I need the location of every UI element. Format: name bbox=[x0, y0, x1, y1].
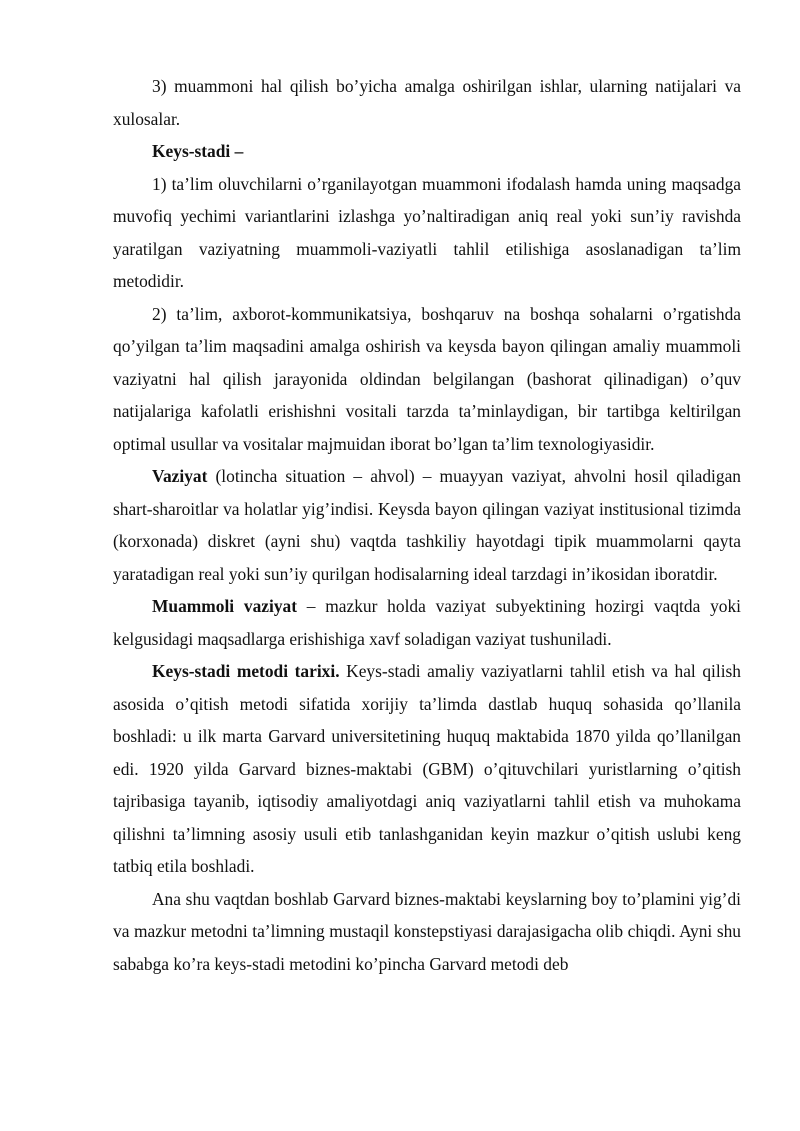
term-muammoli-vaziyat: Muammoli vaziyat bbox=[152, 596, 298, 616]
term-history: Keys-stadi metodi tarixi. bbox=[152, 661, 340, 681]
paragraph-muammoli-vaziyat bbox=[113, 590, 741, 655]
paragraph-text: (lotincha situation – ahvol) – muayyan vaziyat, ahvolni hosil qiladigan shart-sharoitlar va holatlar yig’indisi. Keysda bayon qilingan vaziyat institusional tizimda (korxonada) diskret (ayni shu) vaqtda tashkiliy hayotdagi tipik muammolarni qayta yaratadigan real yoki sun’iy qurilgan hodisalarning ideal tarzdagi in’ikosidan iboratdir. bbox=[113, 466, 741, 584]
paragraph-garvard bbox=[113, 883, 741, 981]
paragraph-results bbox=[113, 70, 741, 135]
paragraph-text: 3) muammoni hal qilish bo’yicha amalga oshirilgan ishlar, ularning natijalari va xulosalar. bbox=[113, 76, 741, 129]
paragraph-definition-1 bbox=[113, 168, 741, 298]
paragraph-vaziyat bbox=[113, 460, 741, 590]
paragraph-text: – mazkur holda vaziyat subyektining hozirgi vaqtda yoki kelgusidagi maqsadlarga erishishiga xavf soladigan vaziyat tushuniladi. bbox=[113, 596, 741, 649]
paragraph-definition-2 bbox=[113, 298, 741, 461]
paragraph-text: Ana shu vaqtdan boshlab Garvard biznes-maktabi keyslarning boy to’plamini yig’di va mazkur metodni ta’limning mustaqil konstepstiyasi darajasigacha olib chiqdi. Ayni shu sababga ko’ra keys-stadi metodini ko’pincha Garvard metodi deb bbox=[113, 888, 741, 974]
heading-keys-stadi bbox=[113, 135, 741, 168]
term-vaziyat: Vaziyat bbox=[152, 466, 208, 486]
paragraph-history bbox=[113, 655, 741, 883]
term-keys-stadi: Keys-stadi – bbox=[152, 141, 244, 161]
paragraph-text: 2) ta’lim, axborot-kommunikatsiya, boshqaruv na boshqa sohalarni o’rgatishda qo’yilgan ta’lim maqsadini amalga oshirish va keysda bayon qilingan amaliy muammoli vaziyatni hal qilish jarayonida oldindan belgilangan (bashorat qilinadigan) o’quv natijalariga kafolatli erishishni vositali tarzda ta’minlaydigan, bir tartibga keltirilgan optimal usullar va vositalar majmuidan iborat bo’lgan ta’lim texnologiyasidir. bbox=[113, 303, 741, 454]
paragraph-text: Keys-stadi amaliy vaziyatlarni tahlil etish va hal qilish asosida o’qitish metodi sifatida xorijiy ta’limda dastlab huquq sohasida qo’llanila boshladi: u ilk marta Garvard universitetining huquq maktabida 1870 yilda qo’llanilgan edi. 1920 yilda Garvard biznes-maktabi (GBM) o’qituvchilari yuristlarning o’qitish tajribasiga tayanib, iqtisodiy amaliyotdagi aniq vaziyatlarni tahlil etish va muhokama qilishni ta’limning asosiy usuli etib tanlashganidan keyin mazkur o’qitish uslubi keng tatbiq etila boshladi. bbox=[113, 661, 741, 876]
document-page bbox=[113, 70, 741, 980]
paragraph-text: 1) ta’lim oluvchilarni o’rganilayotgan muammoni ifodalash hamda uning maqsadga muvofiq yechimi variantlarini izlashga yo’naltiradigan aniq real yoki sun’iy ravishda yaratilgan vaziyatning muammoli-vaziyatli tahlil etilishiga asoslanadigan ta’lim metodidir. bbox=[113, 173, 741, 291]
